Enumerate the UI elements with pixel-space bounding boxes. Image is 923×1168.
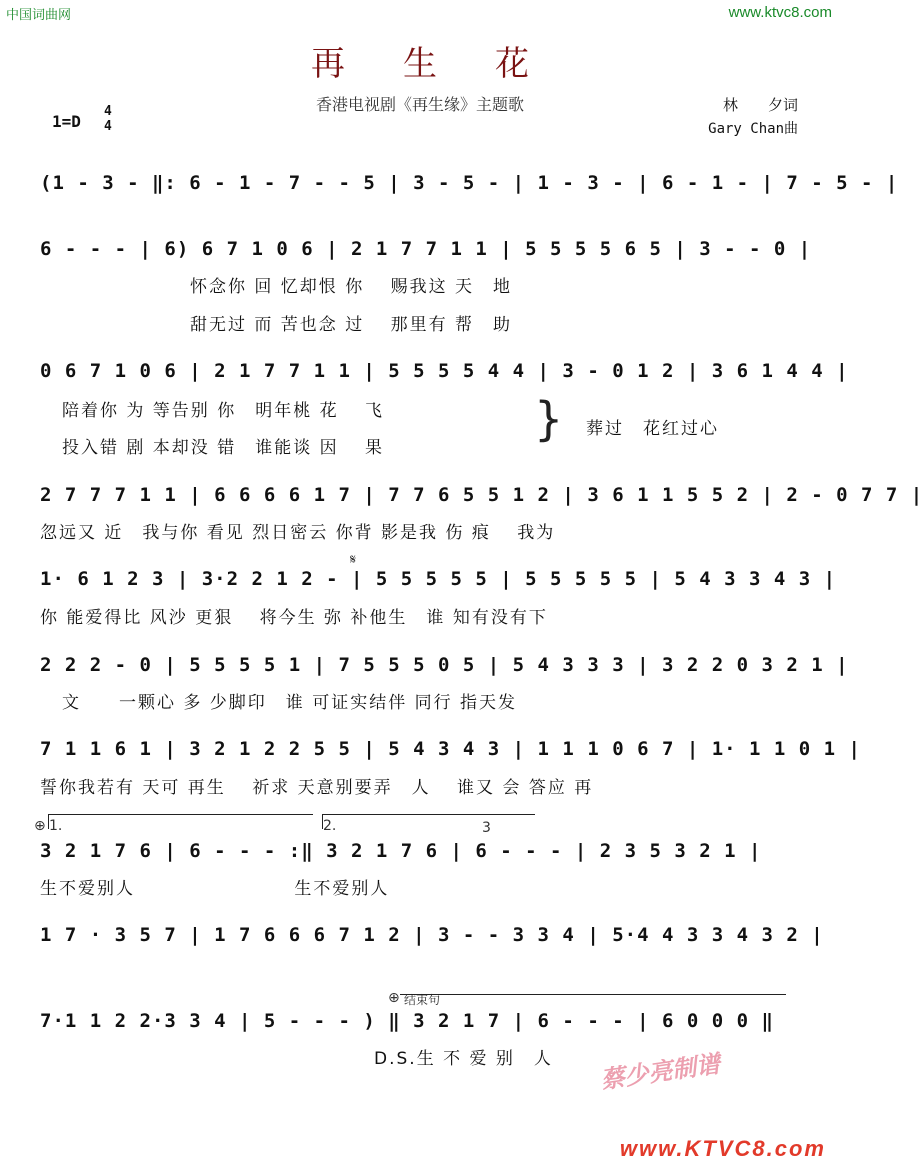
notation-line-10: 7·1 1 2 2·3 3 4 | 5 - - - ) ‖ 3 2 1 7 | 6 - - - | 6 0 0 0 ‖	[40, 1010, 774, 1032]
lyric-line-3a: 陪着你 为 等告别 你 明年桃 花 飞	[62, 401, 385, 421]
volta-label-2: 2.	[323, 818, 337, 834]
volta-label-1: 1.	[49, 818, 63, 834]
lyric-line-2a: 怀念你 回 忆却恨 你 赐我这 天 地	[190, 277, 513, 297]
site-name-left: 中国词曲网	[6, 8, 72, 23]
ending-bracket	[400, 994, 786, 1009]
notation-line-8: 3 2 1 7 6 | 6 - - - :‖ 3 2 1 7 6 | 6 - - - | 2 3 5 3 2 1 |	[40, 840, 762, 862]
song-subtitle: 香港电视剧《再生缘》主题歌	[315, 95, 524, 114]
composer-credit: Gary Chan曲	[708, 121, 798, 137]
coda-sign: ⊕	[34, 818, 46, 834]
segno-sign: 𝄋	[350, 552, 357, 568]
arranger-watermark: 蔡少亮制谱	[598, 1049, 722, 1095]
notation-line-3: 0 6 7 1 0 6 | 2 1 7 7 1 1 | 5 5 5 5 4 4 | 3 - 0 1 2 | 3 6 1 4 4 |	[40, 360, 849, 382]
side-lyric: 葬过 花红过心	[586, 419, 719, 439]
lyric-line-4: 忽远又 近 我与你 看见 烈日密云 你背 影是我 伤 痕 我为	[40, 523, 556, 543]
notation-line-6: 2 2 2 - 0 | 5 5 5 5 1 | 7 5 5 5 0 5 | 5 4 3 3 3 | 3 2 2 0 3 2 1 |	[40, 654, 849, 676]
lyric-line-10: D.S.生 不 爱 别 人	[374, 1049, 553, 1069]
key-signature: 1=D	[52, 112, 81, 131]
notation-line-9: 1 7 · 3 5 7 | 1 7 6 6 6 7 1 2 | 3 - - 3 3 4 | 5·4 4 3 3 4 3 2 |	[40, 924, 824, 946]
lyricist-credit: 林 夕词	[722, 96, 798, 114]
time-signature-top: 4	[104, 104, 112, 119]
ending-label: 结束句	[404, 993, 441, 1007]
song-title: 再生花	[311, 44, 587, 84]
footer-site-logo[interactable]: www.KTVC8.com	[619, 1136, 826, 1161]
notation-line-1: (1 - 3 - ‖: 6 - 1 - 7 - - 5 | 3 - 5 - | 1 - 3 - | 6 - 1 - | 7 - 5 - |	[40, 172, 899, 194]
time-signature-bottom: 4	[104, 119, 112, 134]
triplet-mark: 3	[482, 820, 491, 836]
lyric-line-8: 生不爱别人 生不爱别人	[40, 879, 390, 899]
notation-line-2: 6 - - - | 6) 6 7 1 0 6 | 2 1 7 7 1 1 | 5 5 5 5 6 5 | 3 - - 0 |	[40, 238, 812, 260]
time-signature	[104, 104, 112, 134]
lyric-brace: }	[534, 392, 564, 446]
site-url-right[interactable]: www.ktvc8.com	[728, 4, 832, 21]
notation-line-5: 1· 6 1 2 3 | 3·2 2 1 2 - | 5 5 5 5 5 | 5 5 5 5 5 | 5 4 3 3 4 3 |	[40, 568, 837, 590]
lyric-line-5: 你 能爱得比 风沙 更狠 将今生 弥 补他生 谁 知有没有下	[40, 608, 548, 628]
volta-bracket-2	[322, 814, 535, 834]
volta-bracket-1	[48, 814, 313, 834]
coda-sign-ending: ⊕	[388, 990, 400, 1006]
notation-line-4: 2 7 7 7 1 1 | 6 6 6 6 1 7 | 7 7 6 5 5 1 2 | 3 6 1 1 5 5 2 | 2 - 0 7 7 |	[40, 484, 923, 506]
lyric-line-6: 文 一颗心 多 少脚印 谁 可证实结伴 同行 指天发	[62, 693, 518, 713]
lyric-line-7: 誓你我若有 天可 再生 祈求 天意别要弄 人 谁又 会 答应 再	[40, 778, 594, 798]
lyric-line-3b: 投入错 剧 本却没 错 谁能谈 因 果	[62, 438, 385, 458]
lyric-line-2b: 甜无过 而 苦也念 过 那里有 帮 助	[190, 315, 513, 335]
notation-line-7: 7 1 1 6 1 | 3 2 1 2 2 5 5 | 5 4 3 4 3 | 1 1 1 0 6 7 | 1· 1 1 0 1 |	[40, 738, 861, 760]
